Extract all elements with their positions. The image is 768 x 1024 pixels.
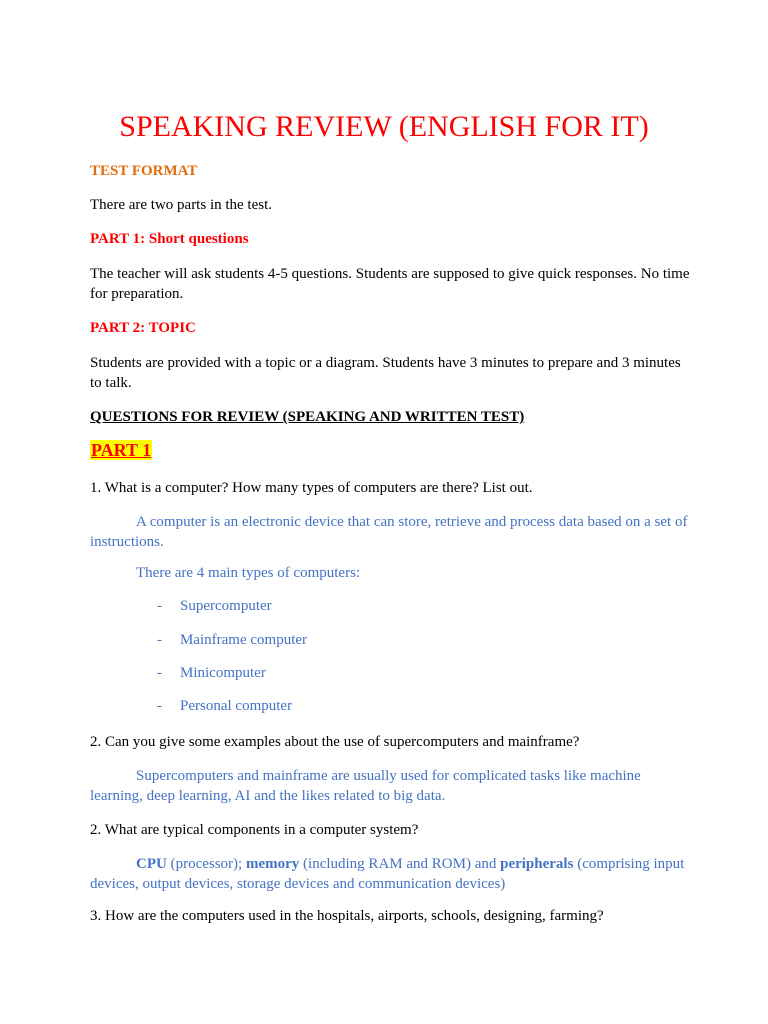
peripherals-term: peripherals bbox=[500, 856, 574, 872]
question-4: 3. How are the computers used in the hospitals, airports, schools, designing, farming? bbox=[90, 908, 604, 924]
bullet-dash: - bbox=[157, 698, 162, 714]
answer-1-definition: A computer is an electronic device that can store, retrieve and process data based on a set of instructions. bbox=[90, 514, 688, 550]
part1-heading: PART 1: Short questions bbox=[90, 231, 249, 247]
peripherals-note: (comprising input devices, output devices, storage devices and communication devices) bbox=[90, 856, 685, 892]
answer-2: Supercomputers and mainframe are usually used for complicated tasks like machine learning, deep learning, AI and the likes related to big data. bbox=[90, 768, 641, 804]
cpu-term: CPU bbox=[136, 856, 167, 872]
bullet-dash: - bbox=[157, 632, 162, 648]
bullet-dash: - bbox=[157, 665, 162, 681]
review-heading: QUESTIONS FOR REVIEW (SPEAKING AND WRITTEN TEST) bbox=[90, 409, 525, 425]
part1-description: The teacher will ask students 4-5 questions. Students are supposed to give quick responses. No time for preparation. bbox=[90, 266, 690, 302]
type-label: Mainframe computer bbox=[180, 632, 308, 648]
cpu-note: (processor); bbox=[166, 856, 246, 872]
type-label: Supercomputer bbox=[180, 598, 272, 614]
question-1: 1. What is a computer? How many types of computers are there? List out. bbox=[90, 480, 533, 496]
test-format-intro: There are two parts in the test. bbox=[90, 197, 273, 213]
test-format-heading: TEST FORMAT bbox=[90, 163, 198, 179]
question-3: 2. What are typical components in a computer system? bbox=[90, 822, 419, 838]
type-label: Personal computer bbox=[180, 698, 293, 714]
part2-description: Students are provided with a topic or a diagram. Students have 3 minutes to prepare and 3 minutes to talk. bbox=[90, 355, 681, 391]
bullet-dash: - bbox=[157, 598, 162, 614]
part1-highlight-label: PART 1 bbox=[91, 440, 152, 460]
document-title: SPEAKING REVIEW (ENGLISH FOR IT) bbox=[119, 110, 649, 143]
part2-heading: PART 2: TOPIC bbox=[90, 320, 196, 336]
memory-note: (including RAM and ROM) and bbox=[299, 856, 501, 872]
answer-3 bbox=[90, 854, 690, 894]
answer-1-types-intro: There are 4 main types of computers: bbox=[136, 565, 361, 581]
part1-label-wrap bbox=[90, 440, 690, 462]
type-label: Minicomputer bbox=[180, 665, 266, 681]
memory-term: memory bbox=[245, 856, 300, 872]
question-2: 2. Can you give some examples about the use of supercomputers and mainframe? bbox=[90, 734, 580, 750]
